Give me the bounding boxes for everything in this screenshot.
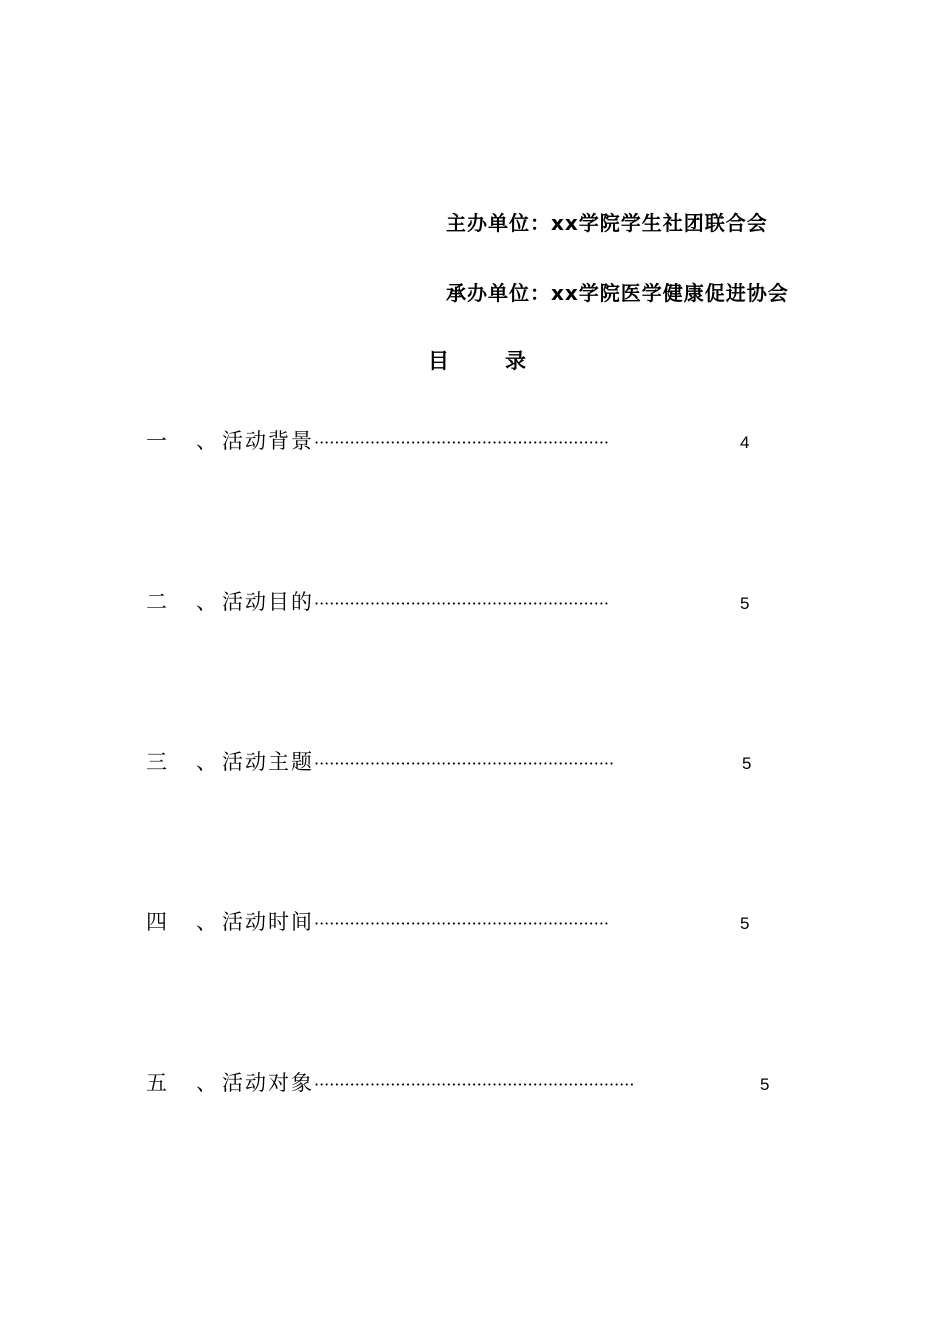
toc-entry-label: 活动时间: [222, 910, 314, 934]
toc-entry[interactable]: [146, 425, 749, 455]
toc-leader-dots: ··························································: [314, 433, 609, 452]
toc-entry[interactable]: [146, 746, 751, 776]
host-organization: 主办单位：xx学院学生社团联合会: [446, 211, 768, 235]
toc-entry-number: 五: [146, 1071, 167, 1095]
toc-entry-number: 二: [146, 590, 167, 614]
toc-entry-page: 5: [740, 914, 750, 933]
toc-title-right: 录: [505, 349, 526, 373]
toc-entry-label: 活动对象: [222, 1071, 314, 1095]
toc-entry-label: 活动主题: [222, 750, 314, 774]
toc-entry-separator: 、: [196, 1071, 217, 1095]
toc-entry-page: 4: [740, 433, 750, 452]
toc-entry-separator: 、: [196, 590, 217, 614]
toc-entry-number: 三: [146, 750, 167, 774]
toc-entry-label: 活动目的: [222, 590, 314, 614]
toc-entry-page: 5: [740, 594, 750, 613]
toc-entry-separator: 、: [196, 750, 217, 774]
toc-entry[interactable]: [146, 586, 749, 616]
toc-title: [428, 345, 526, 375]
toc-entry-label: 活动背景: [222, 429, 314, 453]
toc-entry-separator: 、: [196, 429, 217, 453]
toc-entry-page: 5: [742, 754, 752, 773]
toc-title-left: 目: [428, 349, 449, 373]
toc-entry-page: 5: [760, 1075, 770, 1094]
toc-entry-number: 一: [146, 429, 167, 453]
toc-leader-dots: ···························································: [314, 754, 615, 773]
toc-leader-dots: ·······························································: [314, 1075, 635, 1094]
toc-leader-dots: ··························································: [314, 594, 609, 613]
organizer-organization: 承办单位：xx学院医学健康促进协会: [446, 281, 789, 305]
toc-entry-separator: 、: [196, 910, 217, 934]
toc-entry[interactable]: [146, 1067, 769, 1097]
toc-entry-number: 四: [146, 910, 167, 934]
toc-leader-dots: ··························································: [314, 914, 609, 933]
toc-entry[interactable]: [146, 906, 749, 936]
